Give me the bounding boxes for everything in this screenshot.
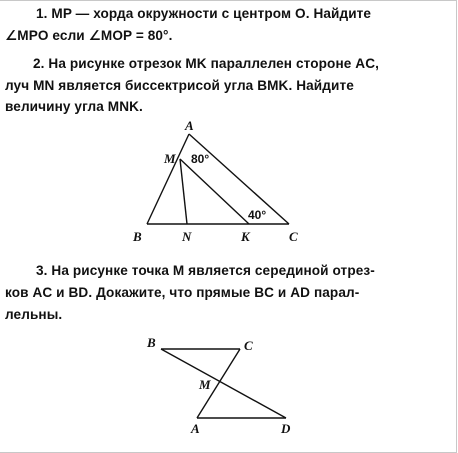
label-C: C [289, 229, 298, 244]
angle-40-label: 40° [248, 208, 267, 222]
segment-BD [161, 349, 286, 418]
label-N: N [182, 229, 192, 244]
problem-1-line-2: ∠MPO если ∠MOP = 80°. [5, 28, 173, 43]
segment-MN [180, 159, 187, 224]
label-M2: M [199, 377, 211, 392]
problem-3-line-1: 3. На рисунке точка M является серединой отрез- [36, 263, 375, 278]
label-A2: A [191, 421, 200, 436]
segment-AC [189, 134, 289, 224]
triangle-figure [147, 134, 289, 224]
parallel-figure [161, 349, 286, 418]
label-B: B [133, 229, 142, 244]
label-K: K [241, 229, 250, 244]
problem-2-line-1: 2. На рисунке отрезок MK параллелен стороне AC, [33, 56, 380, 71]
problem-3-line-2: ков AC и BD. Докажите, что прямые BC и AD парал- [5, 285, 360, 300]
label-A: A [185, 118, 194, 133]
label-C2: C [244, 338, 253, 353]
label-B2: B [147, 335, 156, 350]
problem-3-line-3: лельны. [5, 307, 63, 322]
segment-MK [180, 159, 249, 224]
angle-80-label: 80° [191, 152, 210, 166]
problem-2-line-2: луч MN является биссектрисой угла BMK. Найдите [5, 78, 354, 93]
label-M: M [164, 151, 176, 166]
label-D2: D [281, 421, 291, 436]
problem-1-line-1: 1. MP — хорда окружности с центром O. Найдите [36, 6, 372, 21]
problem-2-line-3: величину угла MNK. [5, 99, 143, 114]
